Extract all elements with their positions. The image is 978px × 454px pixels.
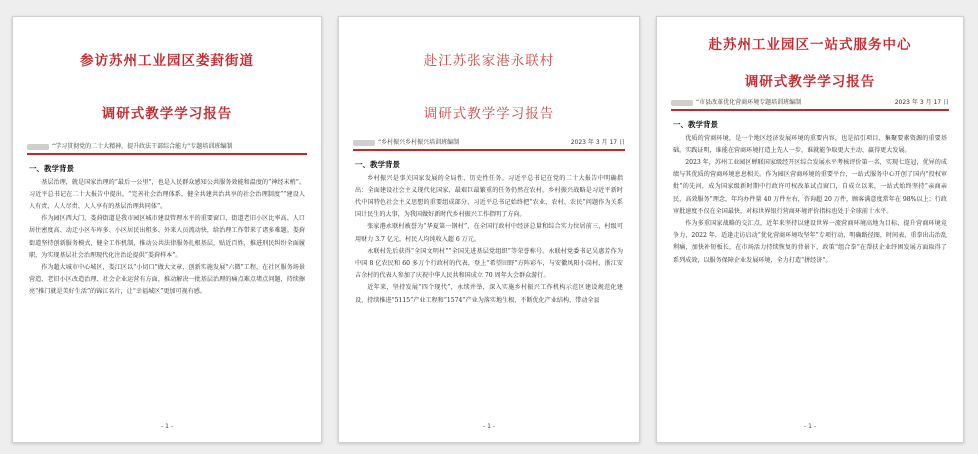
- paragraph: 近年来，坚持发展“四个现代”，永续并举，深入实施乡村振兴工作机构示范区建设规范化建设，持续推进“5115”产业工程和“1574”产业为落实地生根，不断优化产业结构，带动全县: [355, 284, 623, 304]
- redacted-mark: [353, 140, 375, 146]
- paragraph: 优质的营商环境，是一个地区经济发展环境的重要内容，也是招引项目、集聚要素资源的重要基础。实践证明，谁能在营商环境打造上先人一步，谁就能争取更大主动、赢得更大发展。: [673, 134, 947, 154]
- header-rule: [27, 153, 307, 155]
- header-left: “学习贯彻党的二十大精神，提升政法干部综合能力”专题培训班编制: [52, 143, 233, 150]
- body-text: [29, 177, 305, 299]
- section-heading: 一、教学背景: [355, 159, 400, 169]
- report-title-line2: 调研式教学学习报告: [423, 106, 555, 122]
- paragraph: 张家港永联村被誉为“华夏第一钢村”，在全国行政村中经济总量和综合实力位居前三，村级可用财力 3.7 亿元，村民人均纯收入超 6 万元。: [355, 223, 623, 243]
- header-date: 2023 年 3 月 17 日: [570, 139, 625, 146]
- page-number: - 1 -: [804, 423, 816, 430]
- body-text: [673, 133, 947, 267]
- header-row: [671, 99, 949, 107]
- document-page-2: [338, 16, 640, 443]
- header-rule: [353, 149, 625, 151]
- document-page-3: [656, 16, 964, 443]
- section-heading: 一、教学背景: [29, 163, 74, 173]
- page-number: - 1 -: [483, 423, 495, 430]
- report-title-line2: 调研式教学学习报告: [101, 106, 233, 122]
- header-row: [27, 143, 307, 151]
- redacted-mark: [671, 100, 693, 106]
- redacted-mark: [27, 144, 49, 150]
- report-title-line2: 调研式教学学习报告: [744, 74, 876, 90]
- paragraph: 永联村先后获得“全国文明村”“全国先进基层党组织”等荣誉称号。永联村党委书记吴惠芳作为中国 8 亿农民和 60 多万个行政村的代表，登上“希望田野”方阵彩车，与安徽凤阳小岗村、浙江安吉余村的代表人参加了庆祝中华人民共和国成立 70 周年大会群众游行。: [355, 247, 623, 280]
- report-title-line1: 参访苏州工业园区娄葑街道: [80, 53, 254, 69]
- page-number: - 1 -: [161, 423, 173, 430]
- report-title-line1: 赴苏州工业园区一站式服务中心: [708, 37, 912, 53]
- report-title-line1: 赴江苏张家港永联村: [423, 53, 555, 69]
- header-left: “乡村振兴乡村振兴培训班编制: [378, 139, 460, 146]
- header-row: [353, 139, 625, 147]
- paragraph: 基层治理，就是国家治理的“最后一公里”，也是人民群众感知公共服务效能和温度的“神经末梢”。习近平总书记在二十大报告中提出，“完善社会治理体系，健全共建共治共享的社会治理制度”“建设人人有责、人人尽责、人人享有的基层治理共同体”。: [29, 178, 305, 210]
- paragraph: 2023 年，苏州工业园区蝉联国家级经开区综合发展水平考核评价第一名，实现七连冠，优异的成绩与其优质的营商环境息息相关。作为园区营商环境的重要平台，一站式服务中心开创了国内“投权审批”的先河，成为国家级新时期中行政许可权改革试点窗口，自成立以来，一站式始终坚持“亲商亲民、高效服务”理念，年均办件量 40 万件左右，咨询超 20 万件，顾客满意度常年在 98%以上；行政审批速度不仅在全国最快，对标世界银行营商环境评价指标也处于全球前十水平。: [673, 158, 947, 215]
- header-left: “市县改革优化营商环境专题培训班编制: [696, 99, 802, 106]
- body-text: [355, 173, 623, 307]
- header-date: 2023 年 3 月 17 日: [894, 99, 949, 106]
- paragraph: 作为多重国家战略的交汇点，近年来坚持以建设世界一流营商环境高地为目标，提升营商环境竞争力，2022 年，适逢走访启动“优化营商环境攻坚年”专项行动，明确路径图，时间表，重拳出击治乱利痛，加快补短板长，在市场活力持续恢复的背景下，政策“组合拳”在帮扶企业纾困发展方面取得了系列成效，以服务保障企业发展环境，全力打造“拼经济”。: [673, 219, 947, 264]
- document-page-1: [12, 16, 322, 443]
- paragraph: 作为园区西大门，娄葑街道是我市园区城市建设管理水平的重要窗口，街道老旧小区比率高、人口居住密度高、动迁小区车库多、小区居民出租多、外来人员流动快，给治理工作带来了诸多难题。娄葑街道坚持创新服务模式，健全工作机制，推动公共法律服务扎根基层，贴近百姓，推进刑民纠纷全面履职，为实现基层社会治理现代化注治论提供“娄葑样本”。: [29, 215, 305, 259]
- section-heading: 一、教学背景: [673, 119, 718, 129]
- paragraph: 乡村振兴是事关国家发展的全局性、历史性任务。习近平总书记在党的二十大报告中明确指出：全面建设社会主义现代化国家，最艰巨最繁重的任务仍然在农村。乡村振兴战略是习近平新时代中国特色社会主义思想的重要组成部分，习近平总书记始终把“农业、农村、农民”问题作为关系国计民生的大事，为我国做好新时代乡村振兴工作指明了方向。: [355, 174, 623, 219]
- header-rule: [671, 109, 949, 111]
- paragraph: 作为超大城市中心城区，娄江区以“小切口”做大文章，创新实施发展“六微”工程，在社区服务场景营造、老旧小区改造治理、社会企业运营有方面，推动解决一批基层治理的痛点难点堵点问题，持续擦亮“推门就是美好生活”的锦江名片，让“幸福城区”更加可视有感。: [29, 263, 305, 296]
